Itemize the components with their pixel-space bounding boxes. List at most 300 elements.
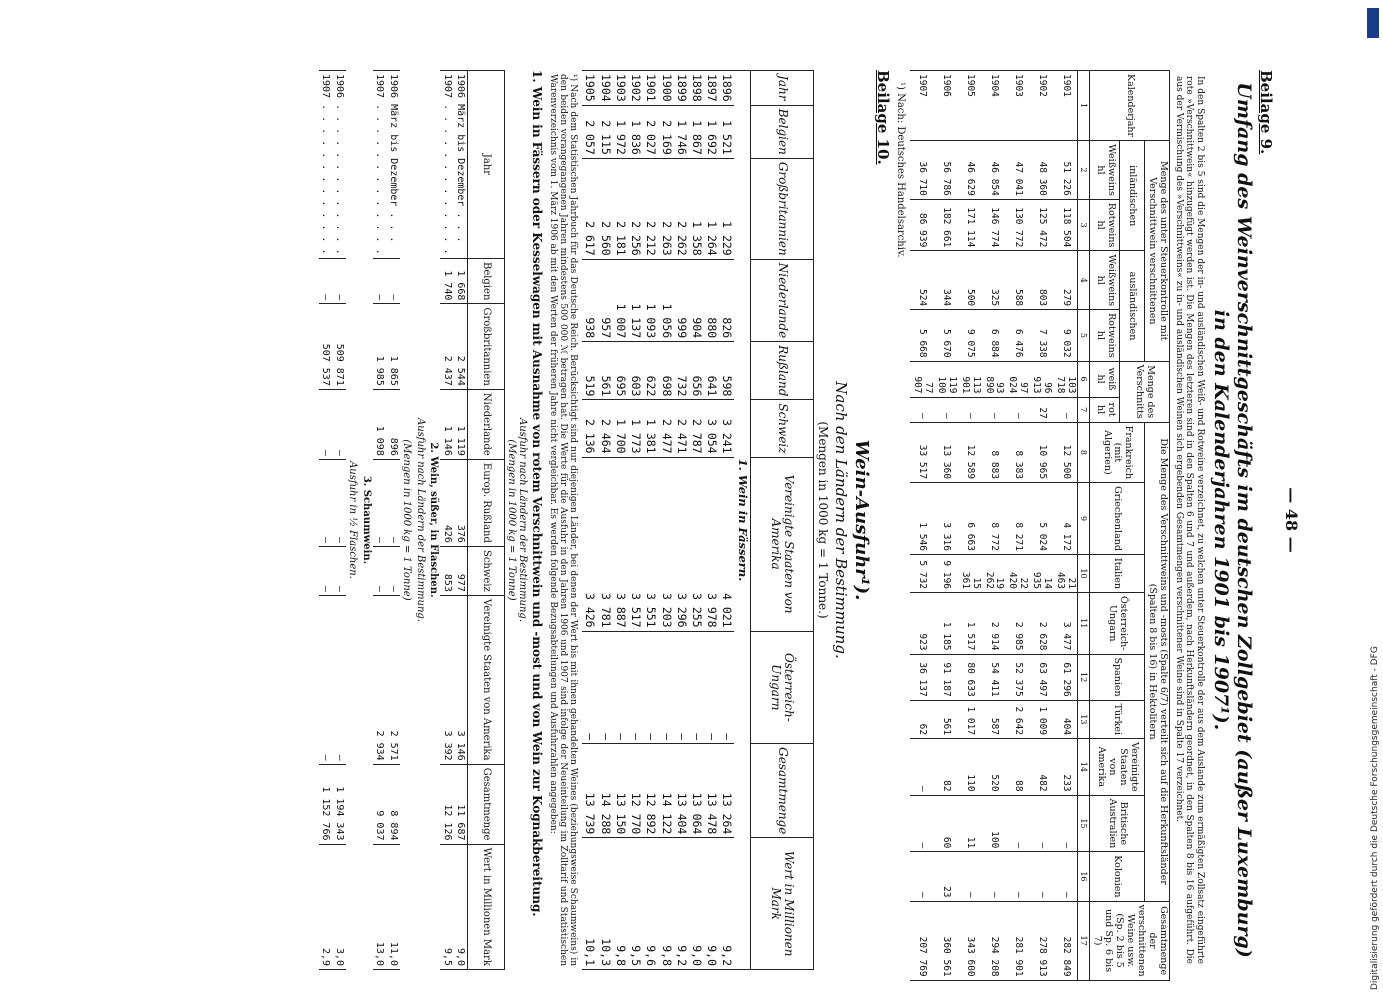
- table-row: [689, 71, 704, 970]
- table-cell: 1 358: [689, 158, 704, 259]
- table-cell: 1 546: [910, 483, 934, 555]
- row-year-cell: 1901: [1053, 71, 1077, 141]
- table-cell: —: [332, 258, 346, 304]
- table-cell: 97 024: [1005, 361, 1029, 397]
- table-cell: 3 054: [704, 400, 719, 457]
- table-cell: 9,2: [674, 838, 689, 970]
- table-cell: 93 890: [982, 361, 1006, 397]
- table-cell: 13 360: [934, 422, 958, 482]
- table-cell: 509 871: [332, 304, 346, 389]
- table-cell: —: [1053, 852, 1077, 901]
- table-cell: 2 027: [643, 105, 658, 158]
- table-cell: 1 773: [628, 400, 643, 457]
- table-cell: 9,8: [658, 838, 673, 970]
- col-header: Belgien: [750, 105, 813, 158]
- table-cell: 46 629: [958, 141, 982, 200]
- section-banner: 1. Wein in Fässern.: [734, 71, 750, 970]
- table-cell: 54 411: [982, 654, 1006, 700]
- table-cell: 21 463: [1053, 554, 1077, 592]
- row-year-cell: 1907 . . . . . . . . . . . . .: [440, 71, 454, 259]
- table-cell: 12 500: [1053, 422, 1077, 482]
- table-cell: —: [332, 595, 346, 764]
- table-cell: 2,9: [319, 844, 333, 970]
- table-cell: 8 894: [386, 764, 400, 844]
- table-cell: 2 787: [689, 400, 704, 457]
- table-cell: 587: [982, 700, 1006, 738]
- table-cell: 561: [597, 342, 612, 400]
- table-cell: 3 392: [440, 595, 454, 764]
- table-cell: 207 769: [910, 901, 934, 980]
- row-year-cell: 1907 . . . . . . . . . . . . .: [373, 71, 387, 259]
- beilage10-label: Beilage 10.: [873, 70, 892, 165]
- table-cell: 826: [719, 259, 734, 341]
- col-header-group-b: Menge des Verschnitts: [1120, 361, 1170, 422]
- table-cell: 8 271: [1005, 483, 1029, 555]
- table-cell: 9 196: [934, 554, 958, 592]
- table-row: [628, 71, 643, 970]
- row-year-cell: 1900: [658, 71, 673, 106]
- part3-title: 3. Schaumwein.: [360, 475, 372, 565]
- table-cell: 3 551: [643, 457, 658, 631]
- table-cell: 2 136: [582, 400, 597, 457]
- table-cell: 977: [454, 546, 468, 595]
- row-year-cell: 1897: [704, 71, 719, 106]
- table-cell: 1 185: [934, 593, 958, 655]
- table-cell: 2 914: [982, 593, 1006, 655]
- row-year-cell: 1906 März bis Dezember . . .: [386, 71, 400, 259]
- table-cell: 1 867: [689, 105, 704, 158]
- table-cell: 13 150: [613, 744, 628, 838]
- table-cell: 923: [910, 593, 934, 655]
- rotated-page-content: [70, 70, 1301, 977]
- col-header-year: Kalenderjahr: [1090, 71, 1169, 141]
- table-cell: 2 437: [440, 304, 454, 389]
- table-cell: 5 732: [910, 554, 934, 592]
- row-year-cell: 1896: [719, 71, 734, 106]
- table-cell: —: [982, 397, 1006, 422]
- table-cell: 1 865: [386, 304, 400, 389]
- col-header-country: Türkei: [1090, 700, 1145, 738]
- table-cell: 853: [440, 546, 454, 595]
- table-row: [613, 71, 628, 970]
- table-cell: 27: [1029, 397, 1053, 422]
- table-cell: 113 901: [958, 361, 982, 397]
- table-cell: 3 296: [674, 457, 689, 631]
- row-year-cell: 1902: [628, 71, 643, 106]
- row-year-cell: 1905: [958, 71, 982, 141]
- col-header-weiss: Weißweins hl: [1090, 141, 1120, 200]
- col-header: Jahr: [468, 71, 505, 259]
- table-cell: —: [910, 739, 934, 796]
- row-year-cell: 1907: [910, 71, 934, 141]
- beilage10-units: (Mengen in 1000 kg = 1 Tonne.): [816, 421, 831, 619]
- table-cell: 3,0: [332, 844, 346, 970]
- table-cell: 1 194 343: [332, 764, 346, 844]
- column-number: 3: [1078, 199, 1090, 250]
- table-cell: 3 477: [1053, 593, 1077, 655]
- table-cell: 904: [689, 259, 704, 341]
- col-header: Niederlande: [750, 259, 813, 341]
- table-cell: —: [958, 852, 982, 901]
- table-cell: 1 985: [373, 304, 387, 389]
- table-cell: 19 262: [982, 554, 1006, 592]
- table-cell: 10 965: [1029, 422, 1053, 482]
- table-cell: 12 770: [628, 744, 643, 838]
- table-cell: —: [373, 459, 387, 546]
- export-table-1: [319, 70, 506, 970]
- table-cell: 10,3: [597, 838, 612, 970]
- table-cell: —: [332, 389, 346, 459]
- row-year-cell: 1902: [1029, 71, 1053, 141]
- table-cell: —: [582, 631, 597, 744]
- col-header: Wert in Millionen Mark: [750, 838, 813, 970]
- table-cell: 1 007: [613, 259, 628, 341]
- table-cell: 294 208: [982, 901, 1006, 980]
- table-cell: 896: [386, 389, 400, 459]
- beilage10-table: [582, 70, 813, 970]
- table-cell: 63 497: [1029, 654, 1053, 700]
- table-row: [910, 71, 934, 981]
- table-cell: 281 901: [1005, 901, 1029, 980]
- col-header-group-a: Menge des unter Steuerkontrolle mit Verschnittwein verschnittenen: [1144, 141, 1169, 362]
- table-cell: 86 939: [910, 199, 934, 250]
- table-cell: 5 670: [934, 310, 958, 361]
- beilage9-table: [910, 70, 1170, 981]
- table-cell: 9,0: [704, 838, 719, 970]
- table-cell: 2 985: [1005, 593, 1029, 655]
- table-row: [958, 71, 982, 981]
- table-cell: 5 024: [1029, 483, 1053, 555]
- table-cell: 6 663: [958, 483, 982, 555]
- table-cell: 9 032: [1053, 310, 1077, 361]
- col-header: Gesamtmenge: [750, 744, 813, 838]
- col-header: Belgien: [468, 258, 505, 304]
- column-number: 5: [1078, 310, 1090, 361]
- col-header: Großbritannien: [750, 158, 813, 259]
- row-year-cell: 1904: [982, 71, 1006, 141]
- table-cell: —: [319, 389, 333, 459]
- table-cell: 2 115: [597, 105, 612, 158]
- table-cell: 999: [674, 259, 689, 341]
- table-cell: 1 668: [454, 258, 468, 304]
- table-cell: —: [1005, 795, 1029, 852]
- table-cell: 77 907: [910, 361, 934, 397]
- table-cell: 3 517: [628, 457, 643, 631]
- table-cell: —: [1053, 397, 1077, 422]
- table-cell: 3 887: [613, 457, 628, 631]
- table-cell: 278 913: [1029, 901, 1053, 980]
- digitization-note: Digitalisierung gefördert durch die Deutsche Forschungsgemeinschaft - DFG: [1370, 646, 1380, 990]
- table-cell: 3 426: [582, 457, 597, 631]
- part2-units: (Mengen in 1000 kg = 1 Tonne): [401, 439, 413, 601]
- table-cell: 957: [597, 259, 612, 341]
- table-row: [582, 71, 597, 970]
- table-cell: 2 057: [582, 105, 597, 158]
- table-cell: 13,0: [373, 844, 387, 970]
- table-cell: 8 883: [982, 422, 1006, 482]
- column-number: 10: [1078, 554, 1090, 592]
- row-year-cell: 1906: [934, 71, 958, 141]
- table-cell: 36 137: [910, 654, 934, 700]
- table-cell: 1 017: [958, 700, 982, 738]
- table-cell: 47 041: [1005, 141, 1029, 200]
- table-cell: —: [597, 631, 612, 744]
- beilage10-title: Wein-Ausfuhr¹).: [851, 439, 873, 601]
- table-cell: 1 264: [704, 158, 719, 259]
- table-cell: 48 360: [1029, 141, 1053, 200]
- column-number: 12: [1078, 654, 1090, 700]
- table-cell: 110: [958, 739, 982, 796]
- table-cell: 23: [934, 852, 958, 901]
- col-header: Vereinigte Staaten von Amerika: [750, 457, 813, 631]
- table-cell: 482: [1029, 739, 1053, 796]
- table-cell: 344: [934, 251, 958, 310]
- page-number: — 48 —: [1282, 487, 1301, 553]
- part2-title: 2. Wein, süßer, in Flaschen.: [428, 442, 440, 598]
- table-cell: 2 263: [658, 158, 673, 259]
- table-row: [982, 71, 1006, 981]
- table-cell: 91 187: [934, 654, 958, 700]
- table-cell: —: [910, 397, 934, 422]
- table-cell: —: [934, 397, 958, 422]
- table-cell: 182 661: [934, 199, 958, 250]
- table-cell: 1 098: [373, 389, 387, 459]
- table-cell: 588: [1005, 251, 1029, 310]
- table-cell: 622: [643, 342, 658, 400]
- table-cell: 62: [910, 700, 934, 738]
- table-cell: 2 642: [1005, 700, 1029, 738]
- part3-subtitle: Ausfuhr in ½ Flaschen.: [347, 461, 359, 579]
- table-cell: —: [719, 631, 734, 744]
- table-cell: 9,2: [719, 838, 734, 970]
- table-cell: 13 064: [689, 744, 704, 838]
- row-year-cell: 1906 . . . . . . . . . . . . .: [332, 71, 346, 259]
- table-cell: 8 383: [1005, 422, 1029, 482]
- table-cell: —: [982, 852, 1006, 901]
- table-cell: 9 037: [373, 764, 387, 844]
- table-cell: 343 600: [958, 901, 982, 980]
- table-cell: 1 836: [628, 105, 643, 158]
- col-header-inl: inländischen: [1120, 141, 1145, 251]
- column-number: 6: [1078, 361, 1090, 397]
- table-cell: 1 137: [628, 259, 643, 341]
- table-cell: 13 478: [704, 744, 719, 838]
- table-cell: 1 056: [658, 259, 673, 341]
- table-cell: 282 849: [1053, 901, 1077, 980]
- table-cell: —: [386, 459, 400, 546]
- col-header: Niederlande: [468, 389, 505, 459]
- table-cell: 1 692: [704, 105, 719, 158]
- column-number: 14: [1078, 739, 1090, 796]
- table-cell: 1 119: [454, 389, 468, 459]
- table-row: [319, 71, 333, 970]
- table-cell: 56 786: [934, 141, 958, 200]
- table-cell: 519: [582, 342, 597, 400]
- table-cell: —: [1029, 795, 1053, 852]
- part1-title: 1. Wein in Fässern oder Kesselwagen mit Ausnahme von rotem Verschnittwein und -most und von Wein zur Kognakbereitung.: [530, 70, 545, 917]
- table-cell: 360 561: [934, 901, 958, 980]
- row-year-cell: 1905: [582, 71, 597, 106]
- column-numbers-row: [1078, 71, 1090, 981]
- table-cell: —: [1005, 852, 1029, 901]
- row-year-cell: 1901: [643, 71, 658, 106]
- table-cell: 880: [704, 259, 719, 341]
- table-cell: 22 420: [1005, 554, 1029, 592]
- table-cell: 3 255: [689, 457, 704, 631]
- table-row: [719, 71, 734, 970]
- table-cell: 3 203: [658, 457, 673, 631]
- col-header-group-c: Die Menge des Verschnittweins und -mosts (Spalte 6/7) verteilt sich auf die Herkunftsländer (Spalten 8 bis 16) in Hektolitern: [1144, 422, 1169, 901]
- table-cell: 325: [982, 251, 1006, 310]
- table-cell: 1 093: [643, 259, 658, 341]
- table-cell: 119 100: [934, 361, 958, 397]
- col-header-country: Italien: [1090, 554, 1145, 592]
- table-cell: —: [332, 546, 346, 595]
- table-cell: 125 472: [1029, 199, 1053, 250]
- table-cell: 2 560: [597, 158, 612, 259]
- table-cell: 14 935: [1029, 554, 1053, 592]
- table-cell: 12 126: [440, 764, 454, 844]
- row-year-cell: 1899: [674, 71, 689, 106]
- col-header-country: Griechenland: [1090, 483, 1145, 555]
- table-cell: 9,8: [613, 838, 628, 970]
- table-cell: 732: [674, 342, 689, 400]
- beilage10-subtitle: Nach den Ländern der Bestimmung.: [831, 381, 850, 659]
- col-header: Schweiz: [750, 400, 813, 457]
- part2-subtitle: Ausfuhr nach Ländern der Bestimmung.: [414, 417, 426, 623]
- table-cell: 279: [1053, 251, 1077, 310]
- table-cell: —: [386, 258, 400, 304]
- table-cell: 14 288: [597, 744, 612, 838]
- table-cell: 404: [1053, 700, 1077, 738]
- column-number: 1: [1078, 71, 1090, 141]
- col-header: Jahr: [750, 71, 813, 106]
- beilage9-title-line2: in den Kalenderjahren 1901 bis 1907¹).: [1209, 309, 1232, 731]
- col-header-country: Kolonien: [1090, 852, 1145, 901]
- table-row: [440, 71, 454, 970]
- table-row: [658, 71, 673, 970]
- table-cell: 96 913: [1029, 361, 1053, 397]
- table-cell: 146 774: [982, 199, 1006, 250]
- table-cell: —: [319, 546, 333, 595]
- table-cell: 88: [1005, 739, 1029, 796]
- table-cell: 2 934: [373, 595, 387, 764]
- col-header-country: Spanien: [1090, 654, 1145, 700]
- table-cell: 10,1: [582, 838, 597, 970]
- col-header-country: Österreich-Ungarn: [1090, 593, 1145, 655]
- table-cell: —: [1053, 795, 1077, 852]
- table-row: [1005, 71, 1029, 981]
- col-header: Schweiz: [468, 546, 505, 595]
- table-row: [674, 71, 689, 970]
- table-cell: 5 668: [910, 310, 934, 361]
- table-cell: 1 381: [643, 400, 658, 457]
- table-cell: 2 181: [613, 158, 628, 259]
- table-cell: 9,6: [643, 838, 658, 970]
- table-cell: 46 854: [982, 141, 1006, 200]
- table-row: [332, 71, 346, 970]
- table-cell: 9,5: [440, 844, 454, 970]
- table-cell: 524: [910, 251, 934, 310]
- beilage9-source: ¹) Nach: Deutsches Handelsarchiv.: [895, 82, 907, 258]
- table-cell: 603: [628, 342, 643, 400]
- table-cell: 11 687: [454, 764, 468, 844]
- table-cell: 15 361: [958, 554, 982, 592]
- col-header-rot: Rotweins hl: [1090, 310, 1120, 361]
- col-header-rot: Rotweins hl: [1090, 199, 1120, 250]
- table-cell: 3 146: [454, 595, 468, 764]
- table-cell: 656: [689, 342, 704, 400]
- part1-units: (Mengen in 1000 kg = 1 Tonne): [505, 439, 517, 601]
- col-header: Großbritannien: [468, 304, 505, 389]
- table-cell: —: [319, 459, 333, 546]
- table-cell: 561: [934, 700, 958, 738]
- table-cell: 803: [1029, 251, 1053, 310]
- row-year-cell: 1898: [689, 71, 704, 106]
- table-cell: 52 375: [1005, 654, 1029, 700]
- table-cell: 1 521: [719, 105, 734, 158]
- beilage9-title-line1: Umfang des Weinverschnittgeschäfts im deutschen Zollgebiet (außer Luxemburg): [1233, 82, 1256, 958]
- col-header: Wert in Millionen Mark: [468, 844, 505, 970]
- table-cell: 61 296: [1053, 654, 1077, 700]
- column-number: 16: [1078, 852, 1090, 901]
- part1-subtitle: Ausfuhr nach Ländern der Bestimmung.: [517, 417, 529, 623]
- table-cell: 2 262: [674, 158, 689, 259]
- column-number: 9: [1078, 483, 1090, 555]
- table-row: [1029, 71, 1053, 981]
- table-cell: 60: [934, 795, 958, 852]
- table-cell: 130 772: [1005, 199, 1029, 250]
- table-cell: 2 477: [658, 400, 673, 457]
- table-cell: 1 700: [613, 400, 628, 457]
- table-cell: 82: [934, 739, 958, 796]
- table-cell: 171 114: [958, 199, 982, 250]
- table-cell: 2 169: [658, 105, 673, 158]
- row-year-cell: 1907 . . . . . . . . . . . . .: [319, 71, 333, 259]
- column-number: 7: [1078, 397, 1090, 422]
- col-header: Österreich-Ungarn: [750, 631, 813, 744]
- table-cell: 2 471: [674, 400, 689, 457]
- col-header-weiss: Weißweins hl: [1090, 251, 1120, 310]
- table-row: [597, 71, 612, 970]
- table-cell: 9,5: [628, 838, 643, 970]
- table-cell: 33 517: [910, 422, 934, 482]
- table-cell: 1 152 766: [319, 764, 333, 844]
- table-row: [1053, 71, 1077, 981]
- table-row: [643, 71, 658, 970]
- table-cell: 2 617: [582, 158, 597, 259]
- column-number: 4: [1078, 251, 1090, 310]
- table-cell: 103 718: [1053, 361, 1077, 397]
- table-cell: —: [704, 631, 719, 744]
- table-cell: —: [674, 631, 689, 744]
- row-year-cell: 1906 März bis Dezember . . .: [454, 71, 468, 259]
- table-cell: 6 476: [1005, 310, 1029, 361]
- table-cell: 36 710: [910, 141, 934, 200]
- col-header-country: Frankreich (mit Algerien): [1090, 422, 1145, 482]
- table-cell: 118 504: [1053, 199, 1077, 250]
- table-cell: —: [1005, 397, 1029, 422]
- table-cell: 7 338: [1029, 310, 1053, 361]
- table-cell: 938: [582, 259, 597, 341]
- column-number: 15: [1078, 795, 1090, 852]
- table-cell: —: [689, 631, 704, 744]
- table-cell: —: [373, 258, 387, 304]
- beilage9-intro: In den Spalten 2 bis 5 sind die Mengen der in- und ausländischen Weiß- und Rotweine verzeichnet, zu welchen unter Steuerkontrolle der aus dem Auslande zum ermäßigten Zollsatz eingeführte rote »Verschnittwein« hinzugefügt werden ist. Die Mengen des letzteren sind in den Spalten 6 und 7 und außerdem, nach Herkunftsländern geordnet, in den Spalten 8 bis 16 aufgeführt. Die aus der Vermischung des »Verschnittweins« zu in- und ausländischen Weinen sich ergebenden Gesamtmengen verschnittener Weine sind in Spalte 17 verzeichnet.: [1173, 76, 1205, 964]
- table-cell: —: [613, 631, 628, 744]
- col-header: Europ. Rußland: [468, 459, 505, 546]
- column-number: 2: [1078, 141, 1090, 200]
